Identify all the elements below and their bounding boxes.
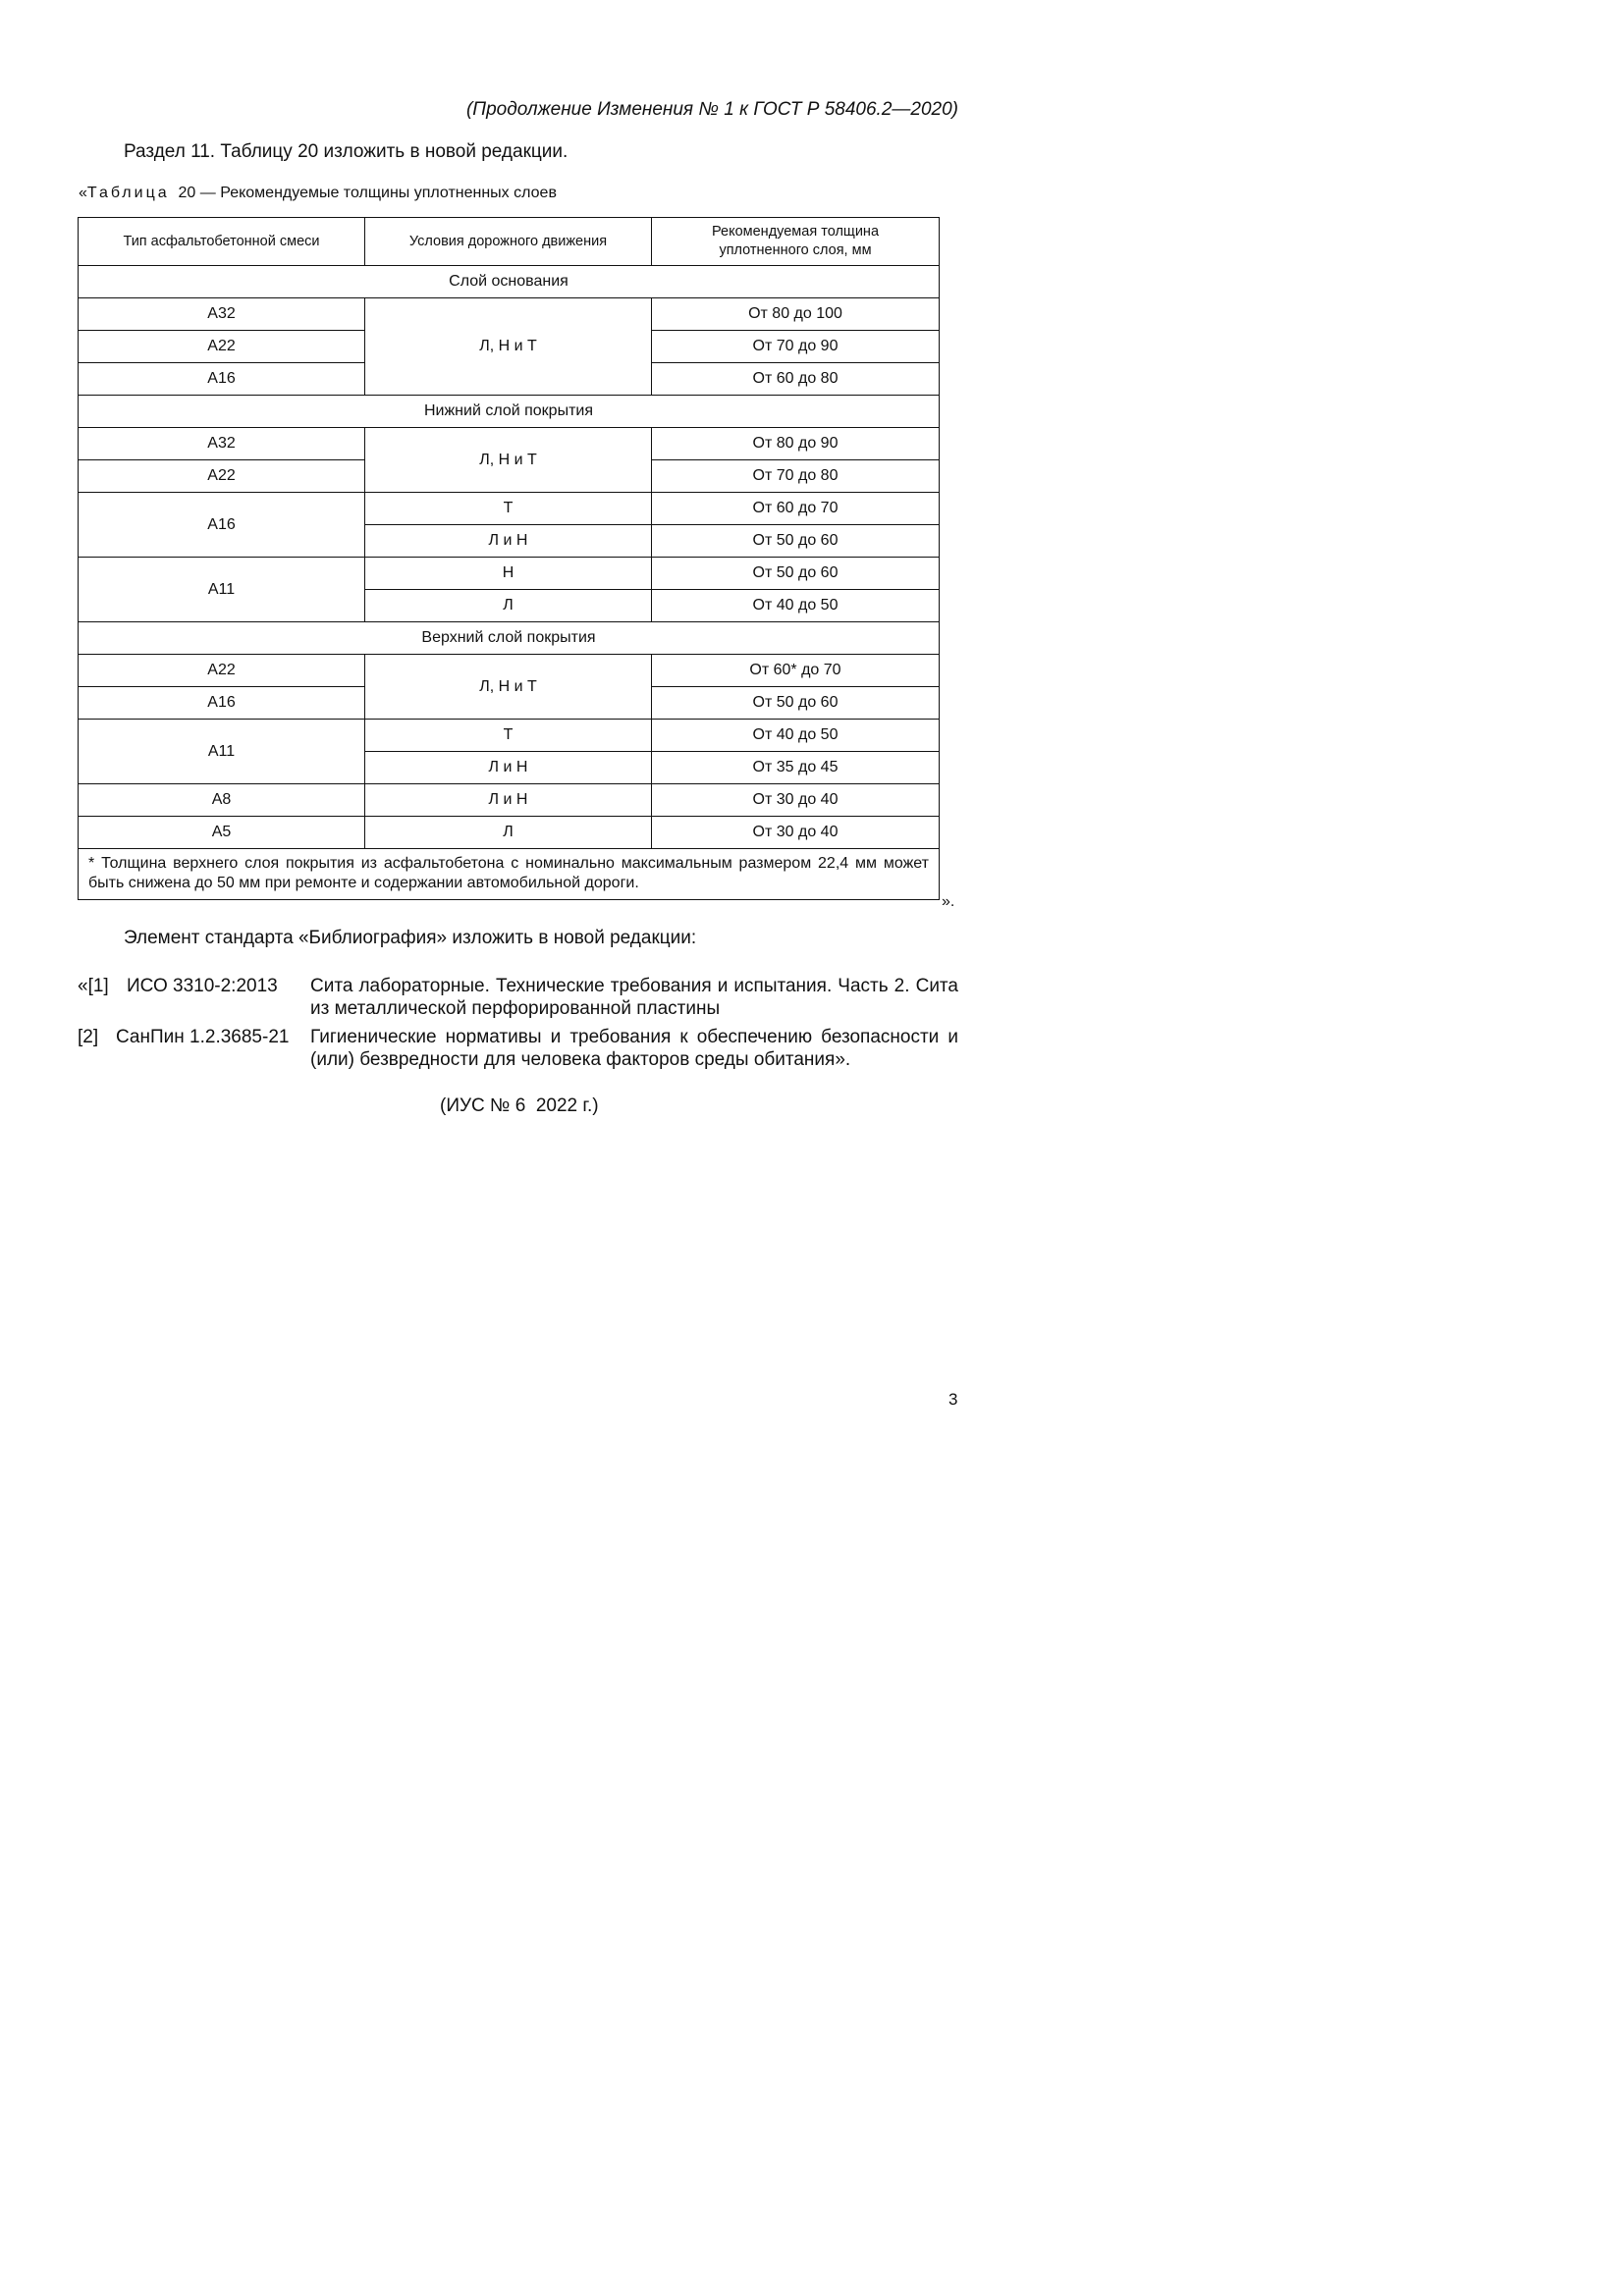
caption-number: 20 <box>178 185 196 201</box>
traffic-cell: Л, Н и Т <box>365 655 652 720</box>
mix-cell: А8 <box>79 784 365 817</box>
caption-label: Таблица <box>86 185 170 201</box>
thickness-cell: От 50 до 60 <box>652 525 940 558</box>
mix-cell: А16 <box>79 687 365 720</box>
thickness-cell: От 30 до 40 <box>652 784 940 817</box>
mix-cell: А11 <box>79 558 365 622</box>
traffic-cell: Л, Н и Т <box>365 298 652 396</box>
caption-title: — Рекомендуемые толщины уплотненных слоев <box>199 185 557 201</box>
traffic-cell: Т <box>365 493 652 525</box>
bibliography-intro: Элемент стандарта «Библиография» изложить в новой редакции: <box>124 928 697 948</box>
caption-open-quote: « <box>79 185 87 201</box>
traffic-cell: Л <box>365 817 652 849</box>
mix-cell: А5 <box>79 817 365 849</box>
bib-number: [2] <box>78 1027 99 1047</box>
page-header: (Продолжение Изменения № 1 к ГОСТ Р 58406.2—2020) <box>465 99 958 120</box>
thickness-table <box>78 217 940 900</box>
thickness-cell: От 60 до 80 <box>652 363 940 396</box>
traffic-cell: Л и Н <box>365 784 652 817</box>
thickness-cell: От 40 до 50 <box>652 590 940 622</box>
table-caption <box>79 185 557 202</box>
table-row <box>79 655 940 687</box>
mix-cell: А32 <box>79 428 365 460</box>
footnote-row <box>79 849 940 900</box>
ius-reference: (ИУС № 6 2022 г.) <box>440 1095 599 1116</box>
mix-cell: А22 <box>79 655 365 687</box>
table-header-row <box>79 218 940 266</box>
intro-paragraph: Раздел 11. Таблицу 20 изложить в новой редакции. <box>124 141 568 162</box>
mix-cell: А11 <box>79 720 365 784</box>
section-row <box>79 396 940 428</box>
table-row <box>79 720 940 752</box>
section-base: Слой основания <box>79 266 940 298</box>
traffic-cell: Л <box>365 590 652 622</box>
header-mix-type: Тип асфальтобетонной смеси <box>79 218 365 266</box>
thickness-cell: От 30 до 40 <box>652 817 940 849</box>
table-row <box>79 784 940 817</box>
traffic-cell: Л и Н <box>365 525 652 558</box>
traffic-cell: Н <box>365 558 652 590</box>
table-closing-quote: ». <box>942 893 955 910</box>
mix-cell: А22 <box>79 460 365 493</box>
traffic-cell: Л и Н <box>365 752 652 784</box>
bib-number: «[1] <box>78 976 109 996</box>
thickness-cell: От 60 до 70 <box>652 493 940 525</box>
bib-text: Гигиенические нормативы и требования к обеспечению безопасности и (или) безвредности для человека факторов среды обитания». <box>310 1027 958 1070</box>
header-thickness: Рекомендуемая толщина уплотненного слоя, мм <box>652 218 940 266</box>
thickness-cell: От 70 до 90 <box>652 331 940 363</box>
bib-code: ИСО 3310-2:2013 <box>127 976 278 996</box>
bib-code: СанПин 1.2.3685-21 <box>116 1027 290 1047</box>
section-row <box>79 622 940 655</box>
table-row <box>79 558 940 590</box>
traffic-cell: Л, Н и Т <box>365 428 652 493</box>
thickness-cell: От 40 до 50 <box>652 720 940 752</box>
thickness-cell: От 50 до 60 <box>652 558 940 590</box>
table-footnote: * Толщина верхнего слоя покрытия из асфальтобетона с номинально максимальным размером 22,4 мм может быть снижена до 50 мм при ремонте и содержании автомобильной дороги. <box>79 849 940 900</box>
table-row <box>79 493 940 525</box>
thickness-cell: От 80 до 100 <box>652 298 940 331</box>
thickness-cell: От 70 до 80 <box>652 460 940 493</box>
header-traffic: Условия дорожного движения <box>365 218 652 266</box>
table-row <box>79 817 940 849</box>
thickness-cell: От 60* до 70 <box>652 655 940 687</box>
mix-cell: А22 <box>79 331 365 363</box>
bib-text: Сита лабораторные. Технические требования и испытания. Часть 2. Сита из металлической перфорированной пластины <box>310 976 958 1019</box>
thickness-cell: От 80 до 90 <box>652 428 940 460</box>
thickness-cell: От 50 до 60 <box>652 687 940 720</box>
traffic-cell: Т <box>365 720 652 752</box>
mix-cell: А32 <box>79 298 365 331</box>
mix-cell: А16 <box>79 363 365 396</box>
page-number: 3 <box>948 1390 958 1409</box>
section-row <box>79 266 940 298</box>
section-lower: Нижний слой покрытия <box>79 396 940 428</box>
mix-cell: А16 <box>79 493 365 558</box>
table-row <box>79 428 940 460</box>
section-upper: Верхний слой покрытия <box>79 622 940 655</box>
table-row <box>79 298 940 331</box>
thickness-cell: От 35 до 45 <box>652 752 940 784</box>
